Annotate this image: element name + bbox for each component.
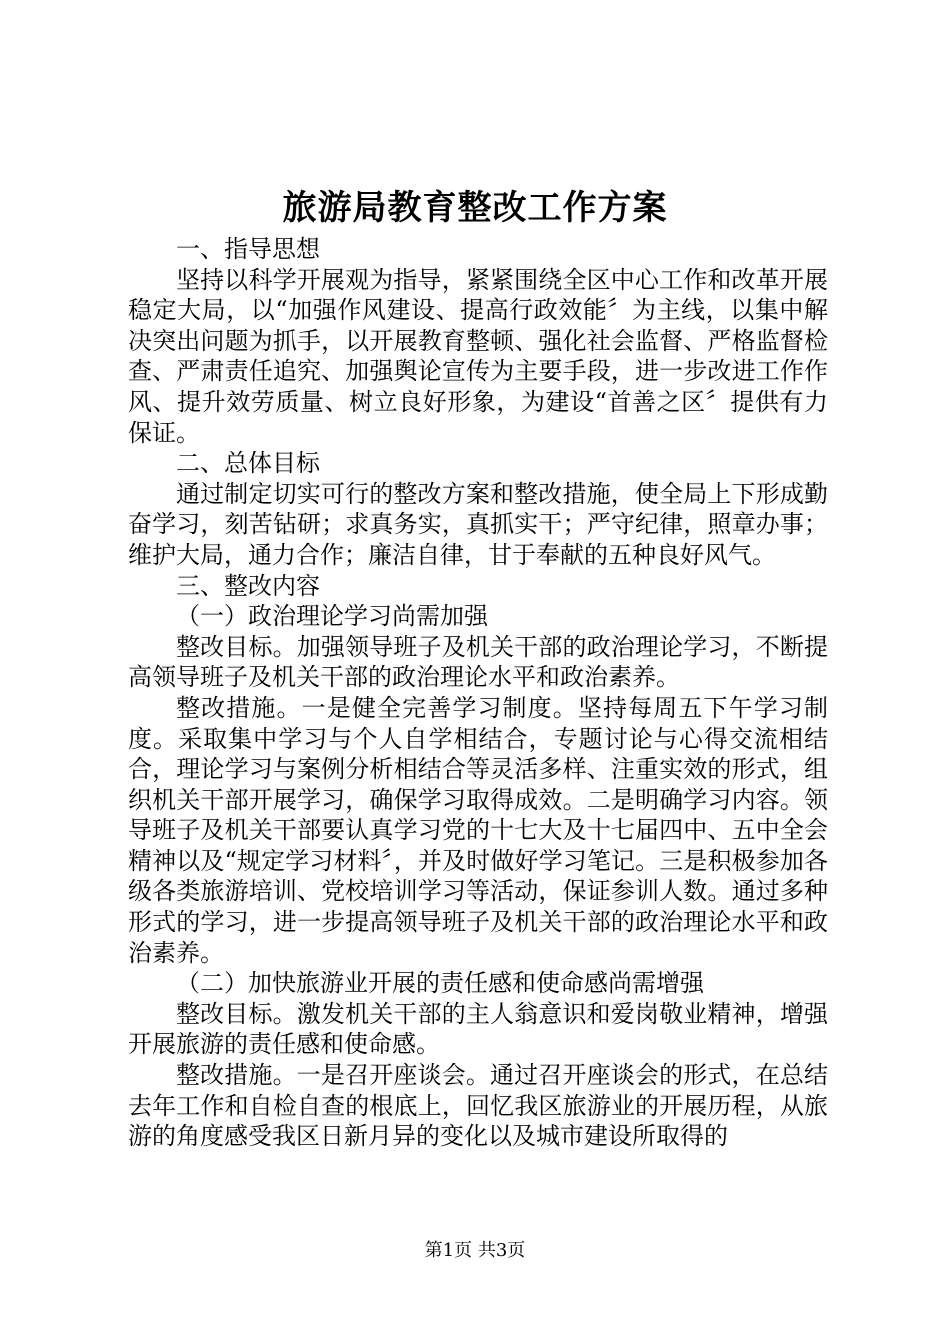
paragraph-overall-goals: 通过制定切实可行的整改方案和整改措施，使全局上下形成勤奋学习，刻苦钻研；求真务实，真抓实干；严守纪律，照章办事；维护大局，通力合作；廉洁自律，甘于奉献的五种良好风气。 <box>128 479 828 569</box>
section-heading-rectification-content: 三、整改内容 <box>176 571 320 600</box>
paragraph-political-study-goal: 整改目标。加强领导班子及机关干部的政治理论学习，不断提高领导班子及机关干部的政治理论水平和政治素养。 <box>128 632 828 692</box>
document-title: 旅游局教育整改工作方案 <box>282 188 668 228</box>
page-number-footer: 第1页 共3页 <box>424 1240 526 1261</box>
paragraph-political-study-measures: 整改措施。一是健全完善学习制度。坚持每周五下午学习制度。采取集中学习与个人自学相结合，专题讨论与心得交流相结合，理论学习与案例分析相结合等灵活多样、注重实效的形式，组织机关干部开展学习，确保学习取得成效。二是明确学习内容。领导班子及机关干部要认真学习党的十七大及十七届四中、五中全会精神以及“规定学习材料〞，并及时做好学习笔记。三是积极参加各级各类旅游培训、党校培训学习等活动，保证参训人数。通过多种形式的学习，进一步提高领导班子及机关干部的政治理论水平和政治素养。 <box>128 693 828 967</box>
paragraph-guiding-ideology: 坚持以科学开展观为指导，紧紧围绕全区中心工作和改革开展稳定大局，以“加强作风建设、提高行政效能〞为主线，以集中解决突出问题为抓手，以开展教育整顿、强化社会监督、严格监督检查、严肃责任追究、加强舆论宣传为主要手段，进一步改进工作作风、提升效劳质量、树立良好形象，为建设“首善之区〞提供有力保证。 <box>128 265 828 447</box>
subsection-heading-responsibility: （二）加快旅游业开展的责任感和使命感尚需增强 <box>176 969 704 998</box>
document-body <box>128 234 828 1152</box>
section-heading-overall-goals: 二、总体目标 <box>176 449 320 478</box>
section-heading-guiding-ideology: 一、指导思想 <box>176 235 320 263</box>
paragraph-responsibility-measures: 整改措施。一是召开座谈会。通过召开座谈会的形式，在总结去年工作和自检自查的根底上，回忆我区旅游业的开展历程，从旅游的角度感受我区日新月异的变化以及城市建设所取得的 <box>128 1061 828 1151</box>
paragraph-responsibility-goal: 整改目标。激发机关干部的主人翁意识和爱岗敬业精神，增强开展旅游的责任感和使命感。 <box>128 999 828 1059</box>
subsection-heading-political-study: （一）政治理论学习尚需加强 <box>176 602 488 631</box>
